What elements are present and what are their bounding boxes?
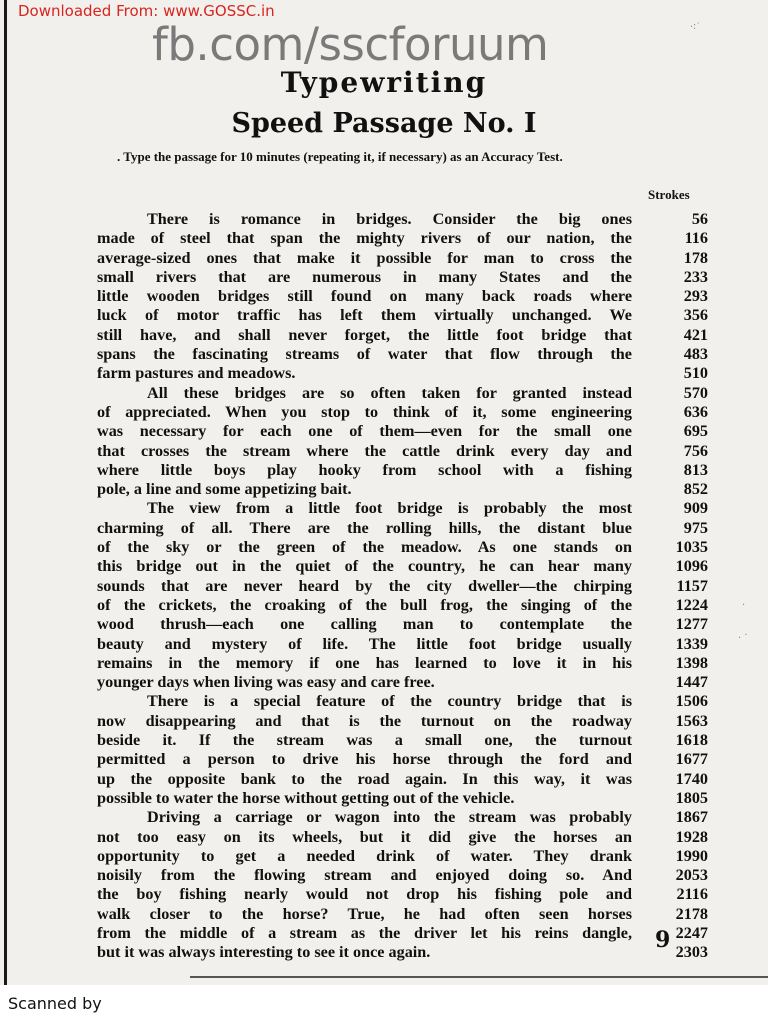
stroke-count: 695	[683, 422, 708, 441]
stroke-count: 1618	[675, 731, 708, 750]
passage-line	[97, 712, 712, 731]
stroke-count: 813	[683, 460, 708, 479]
line-text: wood thrush—each one calling man to contemplate the	[97, 615, 632, 634]
stroke-count: 356	[683, 306, 708, 325]
passage-line	[97, 808, 712, 827]
page-number: 9	[655, 927, 671, 953]
scan-speck: ·∶˙	[690, 22, 701, 33]
downloaded-from-banner: Downloaded From: www.GOSSC.in	[18, 2, 275, 20]
stroke-count: 1035	[675, 538, 708, 557]
stroke-count: 852	[683, 480, 708, 499]
passage-line	[97, 596, 712, 615]
stroke-count: 1867	[675, 808, 708, 827]
stroke-count: 1224	[675, 595, 708, 614]
passage-line	[97, 249, 712, 268]
line-text: permitted a person to drive his horse through the ford and	[97, 750, 632, 769]
line-text: small rivers that are numerous in many States and the	[97, 267, 632, 286]
bottom-rule	[190, 976, 768, 978]
passage-line	[97, 828, 712, 847]
page-edge-rule	[4, 0, 7, 985]
line-text: remains in the memory if one has learned to love it in his	[97, 653, 632, 672]
passage-line	[97, 403, 712, 422]
passage-line	[97, 615, 712, 634]
passage-line	[97, 268, 712, 287]
stroke-count: 116	[684, 229, 708, 248]
stroke-count: 1563	[675, 711, 708, 730]
stroke-count: 1157	[676, 576, 708, 595]
passage-heading: Speed Passage No. I	[231, 108, 537, 139]
line-text: The view from a little foot bridge is probably the most	[147, 499, 632, 518]
passage-line	[97, 326, 712, 345]
passage-line	[97, 287, 712, 306]
passage-line	[97, 345, 712, 364]
line-text: the boy fishing nearly would not drop his fishing pole and	[97, 885, 632, 904]
instruction-text: . Type the passage for 10 minutes (repeating it, if necessary) as an Accuracy Test.	[117, 149, 563, 164]
stroke-count: 1447	[675, 673, 708, 692]
passage-line	[97, 673, 712, 692]
line-text: where little boys play hooky from school with a fishing	[97, 460, 632, 479]
passage-line	[97, 635, 712, 654]
line-text: now disappearing and that is the turnout on the roadway	[97, 711, 632, 730]
stroke-count: 909	[683, 499, 708, 518]
stroke-count: 1740	[675, 769, 708, 788]
line-text: beauty and mystery of life. The little foot bridge usually	[97, 634, 632, 653]
passage-line	[97, 461, 712, 480]
line-text: made of steel that span the mighty rivers of our nation, the	[97, 229, 632, 248]
passage-line	[97, 943, 712, 962]
line-text: luck of motor traffic has left them virtually unchanged. We	[97, 306, 632, 325]
stroke-count: 570	[683, 383, 708, 402]
line-text: still have, and shall never forget, the little foot bridge that	[97, 325, 632, 344]
line-text: of the crickets, the croaking of the bull frog, the singing of the	[97, 595, 632, 614]
line-text: but it was always interesting to see it once again.	[97, 943, 431, 962]
passage-body	[97, 210, 712, 963]
stroke-count: 1506	[675, 692, 708, 711]
stroke-count: 483	[683, 345, 708, 364]
passage-line	[97, 654, 712, 673]
line-text: There is romance in bridges. Consider the big ones	[147, 210, 632, 228]
stroke-count: 2053	[675, 866, 708, 885]
line-text: younger days when living was easy and care free.	[97, 673, 435, 692]
line-text: of the sky or the green of the meadow. As one stands on	[97, 538, 632, 557]
line-text: average-sized ones that make it possible for man to cross the	[97, 248, 632, 267]
stroke-count: 2116	[676, 885, 708, 904]
line-text: All these bridges are so often taken for granted instead	[147, 383, 632, 402]
passage-line	[97, 384, 712, 403]
line-text: was necessary for each one of them—even for the small one	[97, 422, 632, 441]
line-text: up the opposite bank to the road again. In this way, it was	[97, 769, 632, 788]
passage-line	[97, 905, 712, 924]
line-text: charming of all. There are the rolling hills, the distant blue	[97, 518, 632, 537]
scanned-by-footer: Scanned by	[8, 994, 102, 1013]
passage-line	[97, 306, 712, 325]
passage-line	[97, 364, 712, 383]
line-text: possible to water the horse without getting out of the vehicle.	[97, 788, 515, 807]
passage-line	[97, 519, 712, 538]
stroke-count: 510	[683, 364, 708, 383]
line-text: from the middle of a stream as the driver let his reins dangle,	[97, 923, 632, 942]
stroke-count: 56	[691, 210, 708, 228]
stroke-count: 2178	[675, 904, 708, 923]
line-text: noisily from the flowing stream and enjoyed doing so. And	[97, 866, 632, 885]
stroke-count: 293	[683, 287, 708, 306]
page-title: Typewriting	[280, 66, 488, 99]
passage-line	[97, 210, 712, 229]
line-text: walk closer to the horse? True, he had often seen horses	[97, 904, 632, 923]
passage-line	[97, 866, 712, 885]
line-text: this bridge out in the quiet of the country, he can hear many	[97, 557, 632, 576]
passage-line	[97, 538, 712, 557]
passage-line	[97, 847, 712, 866]
stroke-count: 178	[683, 248, 708, 267]
stroke-count: 2303	[675, 943, 708, 962]
passage-line	[97, 924, 712, 943]
passage-line	[97, 731, 712, 750]
passage-line	[97, 422, 712, 441]
passage-line	[97, 229, 712, 248]
stroke-count: 1990	[675, 846, 708, 865]
stroke-count: 233	[683, 267, 708, 286]
line-text: There is a special feature of the country bridge that is	[147, 692, 632, 711]
passage-line	[97, 499, 712, 518]
passage-line	[97, 442, 712, 461]
strokes-column-header: Strokes	[648, 187, 690, 202]
stroke-count: 975	[683, 518, 708, 537]
stroke-count: 1928	[675, 827, 708, 846]
line-text: of appreciated. When you stop to think of it, some engineering	[97, 402, 632, 421]
line-text: little wooden bridges still found on many back roads where	[97, 287, 632, 306]
line-text: spans the fascinating streams of water that flow through the	[97, 345, 632, 364]
line-text: Driving a carriage or wagon into the stream was probably	[147, 808, 632, 827]
line-text: opportunity to get a needed drink of water. They drank	[97, 846, 632, 865]
stroke-count: 1805	[675, 788, 708, 807]
line-text: sounds that are never heard by the city dweller—the chirping	[97, 576, 632, 595]
stroke-count: 1339	[675, 634, 708, 653]
line-text: pole, a line and some appetizing bait.	[97, 480, 352, 499]
passage-line	[97, 692, 712, 711]
passage-line	[97, 770, 712, 789]
scan-speck: . ·	[738, 630, 748, 641]
passage-line	[97, 480, 712, 499]
stroke-count: 1677	[675, 750, 708, 769]
stroke-count: 2247	[675, 923, 708, 942]
stroke-count: 1096	[675, 557, 708, 576]
scan-speck: ·	[742, 600, 746, 611]
stroke-count: 1398	[675, 653, 708, 672]
stroke-count: 1277	[675, 615, 708, 634]
passage-line	[97, 750, 712, 769]
line-text: that crosses the stream where the cattle drink every day and	[97, 441, 632, 460]
passage-line	[97, 885, 712, 904]
stroke-count: 636	[683, 402, 708, 421]
line-text: farm pastures and meadows.	[97, 364, 296, 383]
stroke-count: 421	[683, 325, 708, 344]
passage-line	[97, 557, 712, 576]
stroke-count: 756	[683, 441, 708, 460]
passage-line	[97, 789, 712, 808]
line-text: beside it. If the stream was a small one, the turnout	[97, 731, 632, 750]
passage-line	[97, 577, 712, 596]
line-text: not too easy on its wheels, but it did give the horses an	[97, 827, 632, 846]
watermark-text: fb.com/sscforuum	[152, 18, 549, 71]
